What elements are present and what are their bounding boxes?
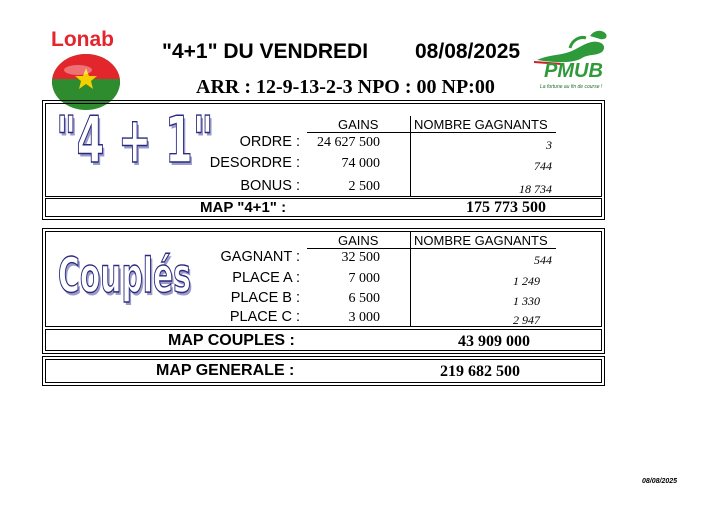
- row-desordre-winners: 744: [534, 159, 552, 173]
- section-41-col-gains: GAINS: [338, 117, 379, 132]
- row-gagnant-label: GAGNANT :: [220, 249, 300, 265]
- section-couples-header-rule: [307, 248, 556, 249]
- row-bonus-gains: 2 500: [348, 179, 380, 194]
- row-ordre-winners: 3: [546, 138, 552, 152]
- row-place-b-gains: 6 500: [348, 291, 380, 306]
- row-desordre-label: DESORDRE :: [209, 155, 300, 171]
- row-place-a-label: PLACE A :: [232, 270, 300, 286]
- section-couples-col-gains: GAINS: [338, 233, 379, 248]
- row-gagnant-gains: 32 500: [341, 250, 380, 265]
- section-couples-badge: Couplés: [58, 248, 191, 304]
- map-41-label: MAP "4+1" :: [200, 199, 287, 216]
- row-place-c-winners: 2 947: [513, 313, 540, 327]
- section-41-badge: "4 + 1": [56, 104, 214, 178]
- section-couples-col-divider: [410, 232, 411, 327]
- section-41-header-rule: [307, 132, 556, 133]
- arrival-line: ARR : 12-9-13-2-3 NPO : 00 NP:00: [196, 76, 495, 98]
- lonab-wordmark: Lonab: [51, 28, 114, 51]
- pmub-wordmark: PMUB: [544, 60, 603, 82]
- page-title: "4+1" DU VENDREDI: [162, 40, 369, 63]
- row-bonus-label: BONUS :: [240, 178, 300, 194]
- map-41-value: 175 773 500: [466, 199, 546, 216]
- section-couples-col-winners: NOMBRE GAGNANTS: [414, 233, 548, 248]
- row-place-a-gains: 7 000: [348, 271, 380, 286]
- row-place-b-winners: 1 330: [513, 294, 540, 308]
- map-couples-value: 43 909 000: [458, 333, 530, 350]
- map-generale-value: 219 682 500: [440, 363, 520, 380]
- pmub-tagline: La fortune au fin de course !: [540, 84, 603, 90]
- section-41-col-winners: NOMBRE GAGNANTS: [414, 117, 548, 132]
- row-ordre-label: ORDRE :: [239, 134, 300, 150]
- row-place-c-label: PLACE C :: [229, 309, 300, 325]
- row-bonus-winners: 18 734: [519, 182, 552, 196]
- row-desordre-gains: 74 000: [341, 156, 380, 171]
- map-generale-label: MAP GENERALE :: [156, 362, 295, 379]
- map-couples-label: MAP COUPLES :: [168, 332, 295, 349]
- row-place-b-label: PLACE B :: [230, 290, 300, 306]
- footer-date: 08/08/2025: [642, 478, 678, 485]
- row-place-c-gains: 3 000: [348, 310, 380, 325]
- lonab-logo: [48, 24, 128, 112]
- section-41-col-divider: [410, 116, 411, 197]
- row-place-a-winners: 1 249: [513, 274, 540, 288]
- header-date: 08/08/2025: [415, 40, 521, 63]
- pmub-logo: [532, 26, 622, 96]
- row-gagnant-winners: 544: [534, 253, 552, 267]
- row-ordre-gains: 24 627 500: [317, 135, 380, 150]
